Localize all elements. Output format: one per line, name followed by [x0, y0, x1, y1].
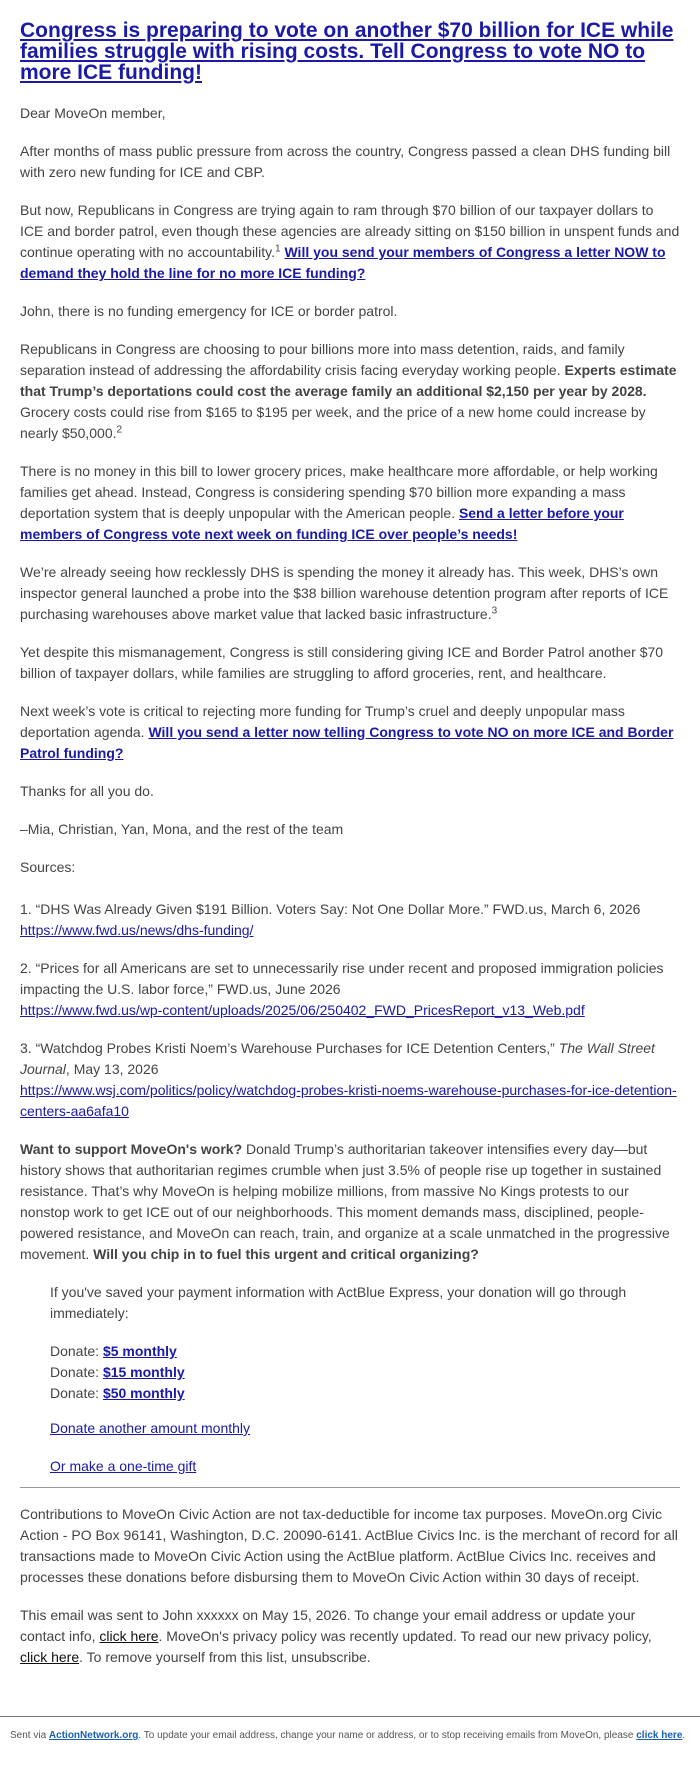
send-letter-link-1[interactable]: Will you send your members of Congress a letter NOW to demand they hold the line for no more ICE funding? — [20, 244, 666, 281]
support-paragraph — [20, 1139, 680, 1265]
paragraph-1: After months of mass public pressure from across the country, Congress passed a clean DHS funding bill with zero new funding for ICE and CBP. — [20, 143, 671, 180]
headline-link[interactable]: Congress is preparing to vote on another $70 billion for ICE while families struggle with rising costs. Tell Congress to vote NO to more ICE funding! — [20, 19, 674, 84]
headline — [20, 20, 680, 83]
paragraph-6 — [20, 562, 680, 625]
paragraph-4 — [20, 339, 680, 444]
sent-to-text-b: . MoveOn's privacy policy was recently updated. To read our new privacy policy, — [158, 1628, 652, 1644]
update-contact-link[interactable]: click here — [99, 1628, 159, 1644]
donate-option-15 — [50, 1362, 680, 1383]
sent-to-text-c: . To remove yourself from this list, unsubscribe. — [79, 1649, 371, 1665]
source-2-link[interactable]: https://www.fwd.us/wp-content/uploads/2025/06/250402_FWD_PricesReport_v13_Web.pdf — [20, 1002, 585, 1018]
footer-suffix: . — [682, 1730, 686, 1741]
footnote-1: 1 — [275, 243, 281, 255]
source-3-text-a: 3. “Watchdog Probes Kristi Noem’s Warehouse Purchases for ICE Detention Centers,” — [20, 1040, 555, 1056]
donate-50-monthly-link[interactable]: $50 monthly — [102, 1385, 185, 1401]
source-2 — [20, 958, 680, 1021]
donate-label: Donate: — [50, 1364, 100, 1380]
paragraph-8 — [20, 701, 680, 764]
footer-unsubscribe-link[interactable]: click here — [636, 1730, 683, 1741]
footer-prefix: Sent via — [10, 1730, 47, 1741]
send-letter-link-2[interactable]: Send a letter before your members of Congress vote next week on funding ICE over people’s needs! — [20, 505, 624, 542]
paragraph-4-text-a: Republicans in Congress are choosing to pour billions more into mass detention, raids, and family separation instead of addressing the affordability crisis facing everyday working people. — [20, 341, 625, 378]
paragraph-6-text: We’re already seeing how recklessly DHS is spending the money it already has. This week, DHS’s own inspector general launched a probe into the $38 billion warehouse detention program after reports of ICE purchasing warehouses above market value that lacked basic infrastructure. — [20, 564, 669, 622]
sent-to-text-a: This email was sent to John xxxxxx on May 15, 2026. To change your email address or update your contact info, — [20, 1607, 636, 1644]
donate-label: Donate: — [50, 1343, 100, 1359]
privacy-policy-link[interactable]: click here — [20, 1649, 80, 1665]
greeting: Dear MoveOn member, — [20, 105, 166, 121]
one-time-gift-link[interactable]: Or make a one-time gift — [50, 1458, 197, 1474]
support-heading: Want to support MoveOn's work? — [20, 1141, 243, 1157]
paragraph-8-text: Next week’s vote is critical to rejecting more funding for Trump’s cruel and deeply unpopular mass deportation agenda. — [20, 703, 625, 740]
sent-to-notice — [20, 1605, 680, 1668]
one-time-row — [50, 1456, 680, 1477]
disclaimer: Contributions to MoveOn Civic Action are not tax-deductible for income tax purposes. MoveOn.org Civic Action - PO Box 96141, Washington, D.C. 20090-6141. ActBlue Civics Inc. is the merchant of record for all transactions made to MoveOn Civic Action using the ActBlue platform. ActBlue Civics Inc. receives and processes these donations before disbursing them to MoveOn Civic Action within 30 days of receipt. — [20, 1506, 678, 1585]
send-letter-link-3[interactable]: Will you send a letter now telling Congress to vote NO on more ICE and Border Patrol funding? — [20, 724, 674, 761]
donate-label: Donate: — [50, 1385, 100, 1401]
donate-5-monthly-link[interactable]: $5 monthly — [102, 1343, 177, 1359]
sources-label: Sources: — [20, 859, 76, 875]
donation-section — [20, 1282, 680, 1477]
paragraph-5-text: There is no money in this bill to lower grocery prices, make healthcare more affordable, or help working families get ahead. Instead, Congress is considering spending $70 billion more expanding a mass deportation system that is deeply unpopular with the American people. — [20, 463, 658, 521]
thanks: Thanks for all you do. — [20, 783, 154, 799]
donate-other-amount-link[interactable]: Donate another amount monthly — [50, 1420, 251, 1436]
source-1 — [20, 899, 680, 941]
support-ask: Will you chip in to fuel this urgent and critical organizing? — [93, 1246, 479, 1262]
signoff: –Mia, Christian, Yan, Mona, and the rest of the team — [20, 821, 344, 837]
source-2-text: 2. “Prices for all Americans are set to unnecessarily rise under recent and proposed immigration policies impacting the U.S. labor force,” FWD.us, June 2026 — [20, 960, 664, 997]
source-3 — [20, 1038, 680, 1122]
source-1-text: 1. “DHS Was Already Given $191 Billion. Voters Say: Not One Dollar More.” FWD.us, March 6, 2026 — [20, 901, 641, 917]
footnote-3: 3 — [491, 605, 498, 617]
action-network-footer — [0, 1716, 700, 1743]
paragraph-7: Yet despite this mismanagement, Congress is still considering giving ICE and Border Patrol another $70 billion of taxpayer dollars, while families are struggling to afford groceries, rent, and healthcare. — [20, 644, 664, 681]
support-text: Donald Trump’s authoritarian takeover intensifies every day—but history shows that authoritarian regimes crumble when just 3.5% of people rise up together in sustained resistance. That’s why MoveOn is helping mobilize millions, from massive No Kings protests to our nonstop work to get ICE out of our neighborhoods. This moment demands mass, disciplined, people-powered resistance, and MoveOn can reach, train, and organize at a scale unmatched in the progressive movement. — [20, 1141, 670, 1262]
paragraph-3: John, there is no funding emergency for ICE or border patrol. — [20, 303, 398, 319]
source-3-link[interactable]: https://www.wsj.com/politics/policy/watchdog-probes-kristi-noems-warehouse-purchases-for-ice-detention-centers-aa6afa10 — [20, 1082, 677, 1119]
paragraph-4-bold: Experts estimate that Trump’s deportations could cost the average family an additional $2,150 per year by 2028. — [20, 362, 677, 399]
footer-text: . To update your email address, change your name or address, or to stop receiving emails from MoveOn, please — [138, 1730, 634, 1741]
source-1-link[interactable]: https://www.fwd.us/news/dhs-funding/ — [20, 922, 254, 938]
paragraph-5 — [20, 461, 680, 545]
source-3-text-b: , May 13, 2026 — [65, 1061, 159, 1077]
divider — [20, 1487, 680, 1488]
actblue-note: If you've saved your payment information with ActBlue Express, your donation will go through immediately: — [50, 1284, 627, 1321]
donate-options — [50, 1341, 680, 1404]
paragraph-2 — [20, 200, 680, 284]
action-network-link[interactable]: ActionNetwork.org — [48, 1730, 139, 1741]
donate-other-row — [50, 1418, 680, 1439]
paragraph-2-text: But now, Republicans in Congress are trying again to ram through $70 billion of our taxpayer dollars to ICE and border patrol, even though these agencies are already sitting on $150 billion in unspent funds and continue operating with no accountability. — [20, 202, 680, 260]
donate-option-50 — [50, 1383, 680, 1404]
paragraph-4-text-b: Grocery costs could rise from $165 to $195 per week, and the price of a new home could increase by nearly $50,000. — [20, 404, 646, 441]
donate-option-5 — [50, 1341, 680, 1362]
source-3-publication: The Wall Street Journal — [20, 1040, 655, 1077]
donate-15-monthly-link[interactable]: $15 monthly — [102, 1364, 185, 1380]
footnote-2: 2 — [116, 424, 123, 436]
